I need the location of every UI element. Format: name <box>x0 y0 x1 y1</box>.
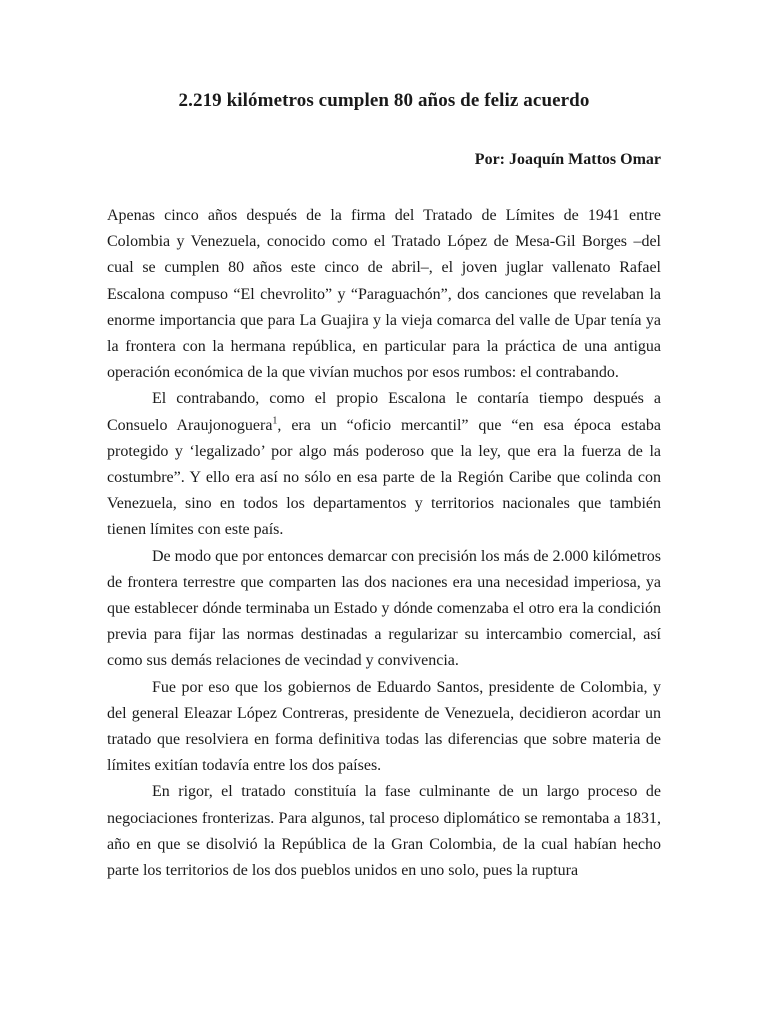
paragraph-3: De modo que por entonces demarcar con precisión los más de 2.000 kilómetros de frontera terrestre que comparten las dos naciones era una necesidad imperiosa, ya que establecer dónde terminaba un Estado y dónde comenzaba el otro era la condición previa para fijar las normas destinadas a regularizar su intercambio comercial, así como sus demás relaciones de vecindad y convivencia. <box>107 547 661 670</box>
paragraph-4: Fue por eso que los gobiernos de Eduardo Santos, presidente de Colombia, y del general Eleazar López Contreras, presidente de Venezuela, decidieron acordar un tratado que resolviera en forma definitiva todas las diferencias que sobre materia de límites exitían todavía entre los dos países. <box>107 678 661 775</box>
paragraph-2-text-end: , era un “oficio mercantil” que “en esa época estaba protegido y ‘legalizado’ por algo más poderoso que la ley, que era la fuerza de la costumbre”. Y ello era así no sólo en esa parte de la Región Caribe que colinda con Venezuela, sino en todos los departamentos y territorios nacionales que también tienen límites con este país. <box>107 416 661 539</box>
article-byline: Por: Joaquín Mattos Omar <box>474 151 661 168</box>
paragraph-2 <box>107 386 661 543</box>
article-body <box>107 203 661 884</box>
footnote-reference[interactable]: 1 <box>272 415 278 427</box>
paragraph-1: Apenas cinco años después de la firma del Tratado de Límites de 1941 entre Colombia y Venezuela, conocido como el Tratado López de Mesa-Gil Borges –del cual se cumplen 80 años este cinco de abril–, el joven juglar vallenato Rafael Escalona compuso “El chevrolito” y “Paraguachón”, dos canciones que revelaban la enorme importancia que para La Guajira y la vieja comarca del valle de Upar tenía ya la frontera con la hermana república, en particular para la práctica de una antigua operación económica de la que vivían muchos por esos rumbos: el contrabando. <box>107 207 661 382</box>
paragraph-5: En rigor, el tratado constituía la fase culminante de un largo proceso de negociaciones fronterizas. Para algunos, tal proceso diplomático se remontaba a 1831, año en que se disolvió la República de la Gran Colombia, de la cual habían hecho parte los territorios de los dos pueblos unidos en uno solo, pues la ruptura <box>107 783 661 880</box>
paragraph-2-text-start: El contrabando, como el propio Escalona le contaría tiempo después a Consuelo Araujonoguera <box>107 390 661 434</box>
article-title: 2.219 kilómetros cumplen 80 años de feliz acuerdo <box>178 90 590 111</box>
